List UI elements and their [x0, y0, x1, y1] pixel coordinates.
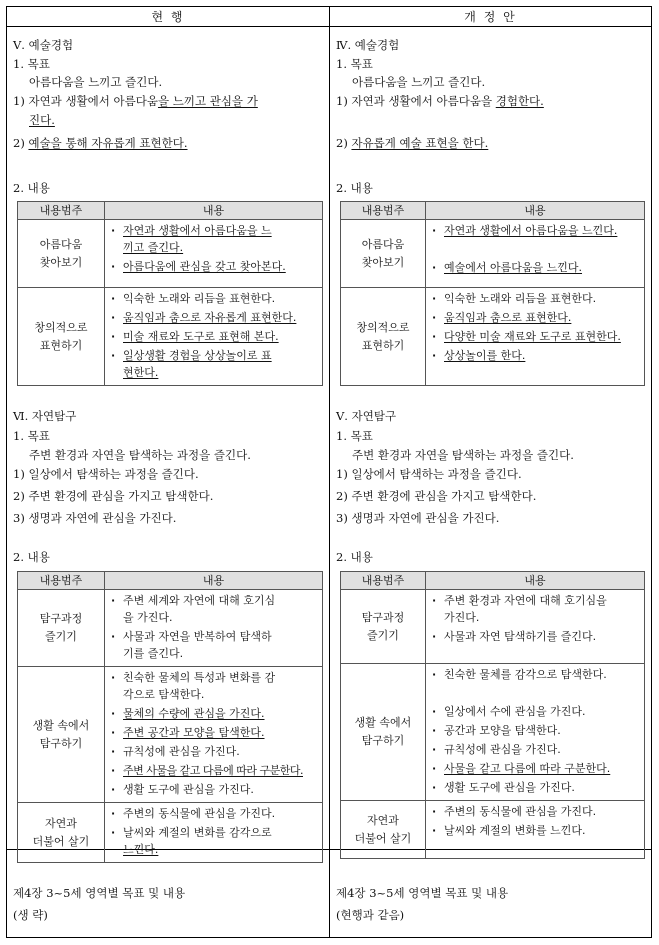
- objective-1: 1) 일상에서 탐색하는 과정을 즐긴다.: [13, 467, 199, 481]
- footer-chapter: 제4장 3~5세 영역별 목표 및 내용: [336, 886, 509, 900]
- category-line: 즐기기: [45, 630, 77, 643]
- goal-label: 1. 목표: [336, 57, 373, 71]
- content-item: · 주변의 동식물에 관심을 가진다.: [430, 803, 642, 820]
- category-cell: [341, 590, 426, 664]
- category-cell: [18, 590, 105, 667]
- th-content: 내용: [105, 572, 323, 590]
- content-item: · 규칙성에 관심을 가진다.: [430, 741, 642, 758]
- content-cell: [426, 288, 645, 386]
- objective-2: 2) 주변 환경에 관심을 가지고 탐색한다.: [336, 489, 537, 503]
- goal-text: 아름다움을 느끼고 즐긴다.: [29, 75, 163, 89]
- category-cell: [341, 220, 426, 288]
- content-cell: [105, 220, 323, 288]
- comparison-table: [6, 6, 652, 938]
- objective-2-num: 2): [336, 136, 352, 150]
- content-cell: [105, 803, 323, 863]
- objective-2: [13, 135, 188, 151]
- content-item: · 친숙한 물체를 감각으로 탐색한다.: [430, 666, 642, 683]
- footer-note: (생 략): [13, 908, 48, 922]
- content-item: · 친숙한 물체의 특성과 변화를 감 각으로 탐색한다.: [109, 669, 320, 703]
- content-item: · 날씨와 계절의 변화를 느낀다.: [430, 822, 642, 839]
- category-line: 탐구과정: [39, 612, 83, 625]
- goal-text: 주변 환경과 자연을 탐색하는 과정을 즐긴다.: [352, 448, 574, 462]
- th-content: 내용: [426, 202, 645, 220]
- nature-heading: Ⅵ. 자연탐구: [13, 409, 77, 423]
- nature-content-table: [340, 571, 645, 859]
- content-item: · 주변 세계와 자연에 대해 호기심 을 가진다.: [109, 592, 320, 626]
- content-item: · 상상놀이를 한다.: [430, 347, 642, 364]
- content-item: · 자연과 생활에서 아름다움을 느 끼고 즐긴다.: [109, 222, 320, 256]
- goal-text: 아름다움을 느끼고 즐긴다.: [352, 75, 486, 89]
- category-line: 생활 속에서: [354, 716, 412, 729]
- category-line: 더불어 살기: [354, 831, 412, 845]
- art-content-table: [17, 201, 323, 386]
- content-item: · 사물을 같고 다름에 따라 구분한다.: [430, 760, 642, 777]
- content-cell: [105, 667, 323, 803]
- goal-label: 1. 목표: [336, 429, 373, 443]
- objective-2: 2) 주변 환경에 관심을 가지고 탐색한다.: [13, 489, 214, 503]
- category-cell: [18, 288, 105, 386]
- content-item: · 주변 공간과 모양을 탐색한다.: [109, 724, 320, 741]
- content-item: · 일상생활 경험을 상상놀이로 표 현한다.: [109, 347, 320, 381]
- content-item: · 규칙성에 관심을 가진다.: [109, 743, 320, 760]
- category-line: 표현하기: [361, 338, 405, 352]
- objective-2: [336, 135, 488, 151]
- category-line: 자연과: [367, 813, 399, 827]
- objective-1-changed: 을 느끼고 관심을 가: [157, 94, 258, 108]
- content-item: · 익숙한 노래와 리듬을 표현한다.: [430, 290, 642, 307]
- content-item: · 사물과 자연을 반복하여 탐색하 기를 즐긴다.: [109, 628, 320, 662]
- th-content: 내용: [105, 202, 323, 220]
- content-item: · 자연과 생활에서 아름다움을 느낀다.: [430, 222, 642, 239]
- header-revised: 개 정 안: [330, 7, 651, 27]
- category-line: 표현하기: [39, 338, 83, 352]
- content-item: · 익숙한 노래와 리듬을 표현한다.: [109, 290, 320, 307]
- category-line: 아름다움: [39, 237, 83, 251]
- content-item: · 주변의 동식물에 관심을 가진다.: [109, 805, 320, 822]
- art-heading: Ⅴ. 예술경험: [13, 38, 74, 52]
- content-item: · 아름다움에 관심을 갖고 찾아본다.: [109, 258, 320, 275]
- category-line: 탐구과정: [361, 610, 405, 624]
- content-cell: [426, 664, 645, 801]
- objective-2-changed: 예술을 통해 자유롭게 표현한다.: [28, 136, 188, 150]
- objective-1-changed: 경험한다.: [495, 94, 544, 108]
- content-item: · 예술에서 아름다움을 느낀다.: [430, 259, 642, 276]
- content-item: · 생활 도구에 관심을 가진다.: [109, 781, 320, 798]
- content-item: · 일상에서 수에 관심을 가진다.: [430, 703, 642, 720]
- category-cell: [18, 803, 105, 863]
- content-item: · 미술 재료와 도구로 표현해 본다.: [109, 328, 320, 345]
- content-cell: [426, 220, 645, 288]
- category-line: 찾아보기: [39, 255, 83, 269]
- category-line: 즐기기: [367, 628, 399, 642]
- art-content-table: [340, 201, 645, 386]
- category-line: 창의적으로: [34, 320, 88, 334]
- content-item: · 움직임과 춤으로 표현한다.: [430, 309, 642, 326]
- th-category: 내용범주: [341, 572, 426, 590]
- goal-label: 1. 목표: [13, 429, 50, 443]
- objective-1: 1) 일상에서 탐색하는 과정을 즐긴다.: [336, 467, 522, 481]
- content-item: · 주변 환경과 자연에 대해 호기심을 가진다.: [430, 592, 642, 626]
- objective-2-num: 2): [13, 136, 29, 150]
- content-cell: [105, 288, 323, 386]
- category-cell: [18, 667, 105, 803]
- content-label: 2. 내용: [13, 181, 50, 195]
- content-item: · 움직임과 춤으로 자유롭게 표현한다.: [109, 309, 320, 326]
- category-cell: [341, 801, 426, 859]
- content-item: · 주변 사물을 같고 다름에 따라 구분한다.: [109, 762, 320, 779]
- objective-1: [336, 93, 544, 109]
- content-item: · 날씨와 계절의 변화를 감각으로 느낀다.: [109, 824, 320, 858]
- content-cell: [105, 590, 323, 667]
- th-category: 내용범주: [341, 202, 426, 220]
- objective-1-cont: 진다.: [29, 113, 55, 127]
- category-line: 아름다움: [361, 237, 405, 251]
- category-line: 탐구하기: [39, 736, 83, 750]
- category-line: 더불어 살기: [32, 834, 90, 848]
- category-line: 생활 속에서: [32, 718, 90, 732]
- content-item: · 생활 도구에 관심을 가진다.: [430, 779, 642, 796]
- content-label: 2. 내용: [336, 550, 373, 564]
- category-cell: [341, 664, 426, 801]
- content-item: · 다양한 미술 재료와 도구로 표현한다.: [430, 328, 642, 345]
- objective-2-changed: 자유롭게 예술 표현을 한다.: [351, 136, 489, 150]
- nature-content-table: [17, 571, 323, 863]
- content-item: · 공간과 모양을 탐색한다.: [430, 722, 642, 739]
- art-heading: Ⅳ. 예술경험: [336, 38, 400, 52]
- category-cell: [18, 220, 105, 288]
- category-cell: [341, 288, 426, 386]
- content-label: 2. 내용: [336, 181, 373, 195]
- header-current: 현 행: [7, 7, 329, 27]
- objective-1-text: 1) 자연과 생활에서 아름다움: [13, 94, 158, 108]
- objective-1-text: 1) 자연과 생활에서 아름다움을: [336, 94, 496, 108]
- th-category: 내용범주: [18, 202, 105, 220]
- footer-chapter: 제4장 3~5세 영역별 목표 및 내용: [13, 886, 186, 900]
- objective-1: [13, 93, 258, 109]
- th-content: 내용: [426, 572, 645, 590]
- content-cell: [426, 590, 645, 664]
- th-category: 내용범주: [18, 572, 105, 590]
- goal-label: 1. 목표: [13, 57, 50, 71]
- nature-heading: Ⅴ. 자연탐구: [336, 409, 397, 423]
- objective-3: 3) 생명과 자연에 관심을 가진다.: [336, 511, 500, 525]
- content-cell: [426, 801, 645, 859]
- objective-3: 3) 생명과 자연에 관심을 가진다.: [13, 511, 177, 525]
- category-line: 자연과: [45, 816, 77, 830]
- column-divider: [329, 7, 330, 937]
- category-line: 창의적으로: [356, 320, 410, 334]
- footer-note: (현행과 같음): [336, 908, 405, 922]
- content-item: · 사물과 자연 탐색하기를 즐긴다.: [430, 628, 642, 645]
- goal-text: 주변 환경과 자연을 탐색하는 과정을 즐긴다.: [29, 448, 251, 462]
- content-item: · 물체의 수량에 관심을 가진다.: [109, 705, 320, 722]
- content-label: 2. 내용: [13, 550, 50, 564]
- category-line: 탐구하기: [361, 734, 405, 747]
- category-line: 찾아보기: [361, 255, 405, 269]
